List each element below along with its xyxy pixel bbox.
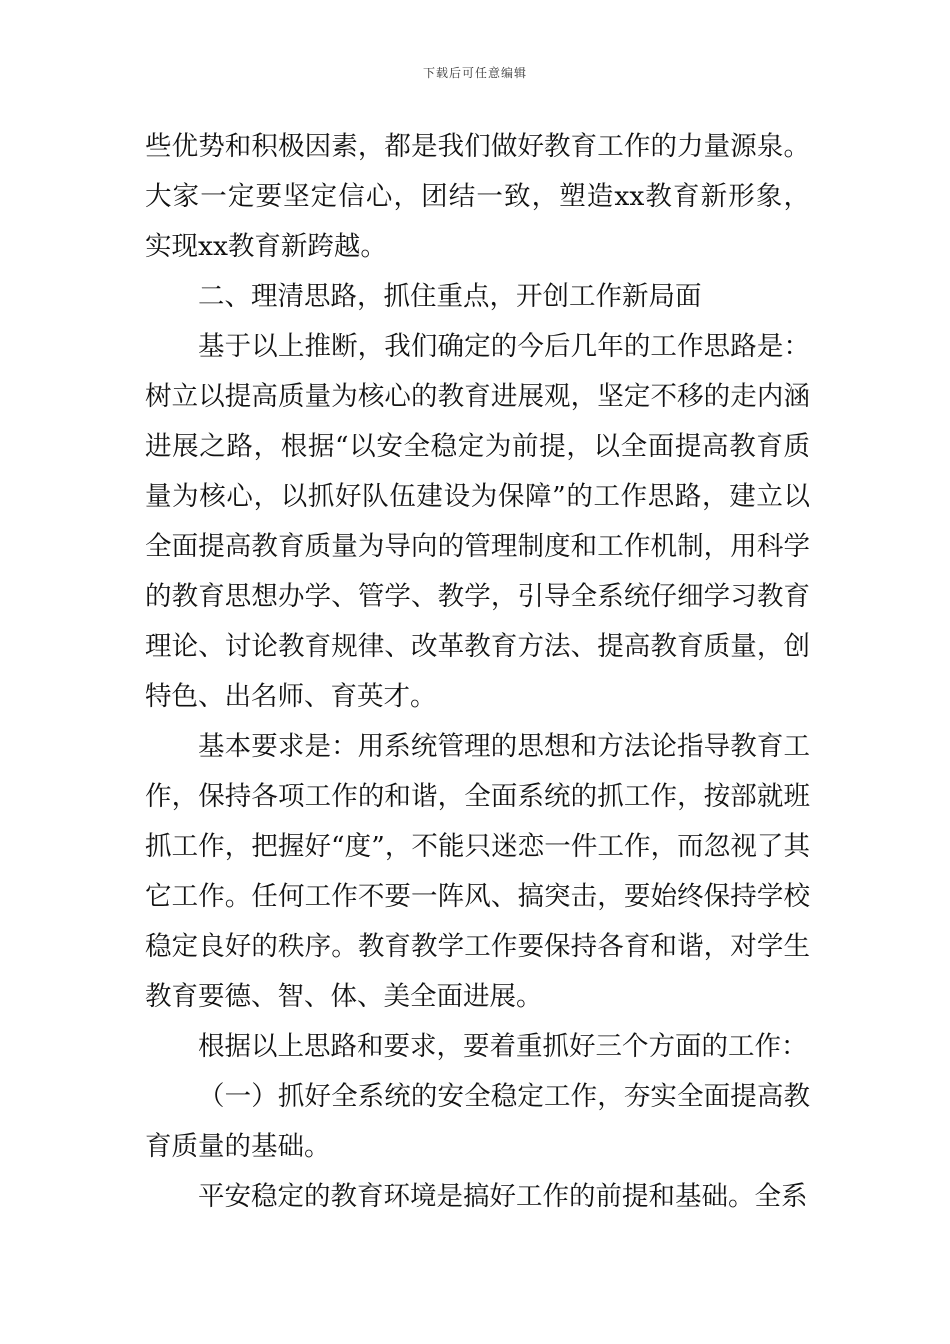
paragraph-basic-requirements: 基本要求是：用系统管理的思想和方法论指导教育工作，保持各项工作的和谐，全面系统的抓工作，按部就班抓工作，把握好“度”，不能只迷恋一件工作，而忽视了其它工作。任何工作不要一阵风、搞突击，要始终保持学校稳定良好的秩序。教育教学工作要保持各育和谐，对学生教育要德、智、体、美全面进展。 <box>145 731 810 1012</box>
paragraph-safety: 平安稳定的教育环境是搞好工作的前提和基础。全系 <box>198 1181 808 1212</box>
section-heading: 二、理清思路，抓住重点，开创工作新局面 <box>198 281 702 312</box>
document-body <box>145 122 810 1222</box>
paragraph-continuation: 些优势和积极因素，都是我们做好教育工作的力量源泉。大家一定要坚定信心，团结一致，塑造xx教育新形象，实现xx教育新跨越。 <box>145 131 810 262</box>
paragraph-work-ideas: 基于以上推断，我们确定的今后几年的工作思路是：树立以提高质量为核心的教育进展观，坚定不移的走内涵进展之路，根据“以安全稳定为前提，以全面提高教育质量为核心，以抓好队伍建设为保障”的工作思路，建立以全面提高教育质量为导向的管理制度和工作机制，用科学的教育思想办学、管学、教学，引导全系统仔细学习教育理论、讨论教育规律、改革教育方法、提高教育质量，创特色、出名师、育英才。 <box>145 331 810 712</box>
subsection-heading: （一）抓好全系统的安全稳定工作，夯实全面提高教育质量的基础。 <box>145 1081 810 1162</box>
page-header: 下载后可任意编辑 <box>422 66 527 80</box>
paragraph-three-aspects: 根据以上思路和要求，要着重抓好三个方面的工作： <box>198 1031 808 1062</box>
